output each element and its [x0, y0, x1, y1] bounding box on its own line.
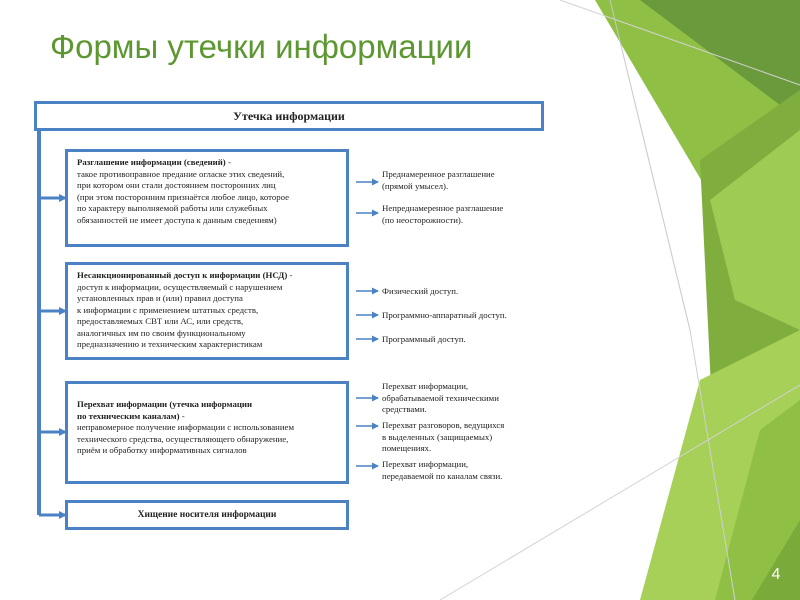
item-channel-interception [382, 459, 572, 482]
item-line: Программный доступ. [382, 334, 466, 344]
description-line: предоставляемых СВТ или АС, или средств, [77, 316, 244, 326]
category-unauthorized-access: Несанкционированный доступ к информации (НСД) - доступ к информации, осуществляемый с нарушением установленных прав и (или) правил доступа к информации с применением штатных средств, предоставляемых СВТ или АС, или средств, аналогичных им по своим функциональному предназначению и техническим характеристикам [65, 262, 349, 360]
description-line: неправомерное получение информации с использованием [77, 422, 295, 432]
description-line: предназначению и техническим характеристикам [77, 339, 263, 349]
description-line: доступ к информации, осуществляемый с нарушением [77, 281, 283, 292]
item-line: Перехват разговоров, ведущихся [382, 420, 505, 430]
category-heading-line: Перехват информации (утечка информации [77, 399, 253, 409]
item-line: Перехват информации, [382, 381, 469, 391]
item-physical-access [382, 286, 572, 298]
item-unintentional-disclosure [382, 203, 572, 226]
item-technical-interception [382, 381, 572, 416]
description-line: к информации с применением штатных средств, [77, 304, 259, 315]
description-line: такое противоправное предание огласке этих сведений, [77, 168, 285, 179]
description-line: технического средства, осуществляющего обнаружение, [77, 433, 289, 444]
item-line: (прямой умысел). [382, 180, 449, 191]
description-line: аналогичных им по своим функциональному [77, 327, 246, 338]
category-disclosure: Разглашение информации (сведений) - такое противоправное предание огласке этих сведений, при котором они стали достоянием посторонних лиц (при этом посторонним признаётся любое лицо, которое по характеру выполняемой работы или служебных обязанностей не имеет доступа к данным сведениям) [65, 149, 349, 247]
description-line: (при этом посторонним признаётся любое лицо, которое [77, 191, 290, 202]
item-hardware-software-access [382, 310, 572, 322]
slide-number: 4 [771, 566, 781, 583]
item-conversation-interception [382, 420, 572, 455]
item-line: обрабатываемой техническими [382, 392, 499, 403]
item-line: Физический доступ. [382, 286, 459, 296]
root-node: Утечка информации [34, 101, 544, 131]
description-line: обязанностей не имеет доступа к данным сведениям) [77, 214, 277, 225]
item-line: средствами. [382, 404, 427, 414]
description-line: при котором они стали достоянием посторонних лиц [77, 180, 276, 190]
item-line: Непреднамеренное разглашение [382, 203, 504, 213]
description-line: приём и обработку информативных сигналов [77, 445, 247, 455]
category-heading: Разглашение информации (сведений) [77, 157, 226, 167]
item-line: Программно-аппаратный доступ. [382, 310, 507, 320]
item-line: помещениях. [382, 443, 432, 453]
item-line: (по неосторожности). [382, 214, 464, 225]
item-line: передаваемой по каналам связи. [382, 470, 503, 481]
category-theft: Хищение носителя информации [65, 500, 349, 530]
item-line: Перехват информации, [382, 459, 469, 469]
item-line: в выделенных (защищаемых) [382, 431, 493, 442]
description-line: по характеру выполняемой работы или служебных [77, 203, 268, 213]
item-line: Преднамеренное разглашение [382, 169, 495, 179]
slide-title: Формы утечки информации [50, 28, 473, 65]
item-software-access [382, 334, 572, 346]
description-line: установленных прав и (или) правил доступа [77, 293, 243, 303]
category-heading-line: по техническим каналам) [77, 410, 180, 421]
category-interception: Перехват информации (утечка информации по техническим каналам) - неправомерное получение информации с использованием технического средства, осуществляющего обнаружение, приём и обработку информативных сигналов [65, 381, 349, 484]
item-intentional-disclosure [382, 169, 572, 192]
category-heading: Несанкционированный доступ к информации (НСД) [77, 270, 288, 280]
